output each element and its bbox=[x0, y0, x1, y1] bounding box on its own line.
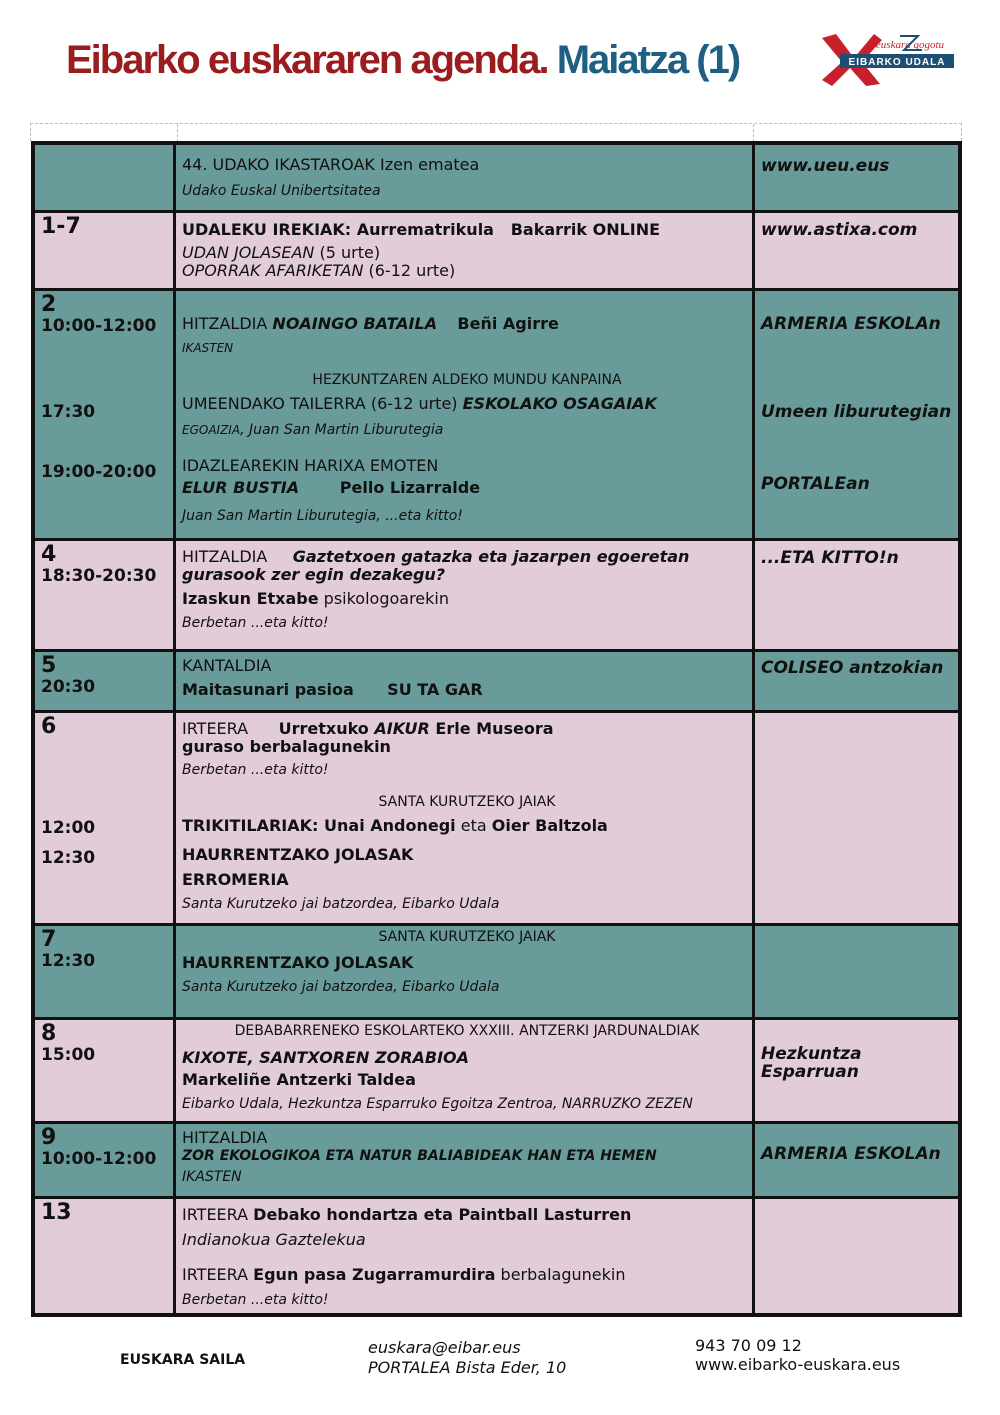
event-conj: eta bbox=[455, 815, 492, 835]
table-row bbox=[33, 1018, 960, 1122]
event-time: 15:00 bbox=[41, 1044, 96, 1065]
event-age: (6-12 urte) bbox=[363, 260, 456, 280]
event-organizer: Berbetan ...eta kitto! bbox=[182, 614, 329, 631]
event-performer: SU TA GAR bbox=[387, 679, 483, 699]
event-venue: COLISEO antzokian bbox=[761, 657, 944, 678]
event-title: KIXOTE, SANTXOREN ZORABIOA bbox=[182, 1047, 470, 1067]
event-venue: Esparruan bbox=[761, 1061, 859, 1082]
event-title: Urretxuko bbox=[278, 718, 375, 738]
event-title: ELUR BUSTIA bbox=[182, 477, 300, 497]
event-performer: Oier Baltzola bbox=[491, 815, 608, 835]
event-title: Egun pasa Zugarramurdira bbox=[253, 1264, 496, 1284]
event-time: 17:30 bbox=[41, 401, 96, 422]
event-venue: Hezkuntza bbox=[761, 1043, 862, 1064]
table-row bbox=[33, 711, 960, 924]
event-title: ESKOLAKO OSAGAIAK bbox=[462, 393, 657, 413]
event-date: 5 bbox=[41, 652, 57, 678]
footer-dept: EUSKARA SAILA bbox=[120, 1352, 246, 1368]
event-organizer: Udako Euskal Unibertsitatea bbox=[182, 183, 381, 199]
event-title: Erle Museora bbox=[429, 718, 554, 738]
event-title: gurasook zer egin dezakegu? bbox=[182, 564, 446, 584]
event-title: 44. UDAKO IKASTAROAK Izen ematea bbox=[182, 155, 480, 174]
event-organizer: Indianokua Gaztelekua bbox=[182, 1229, 366, 1249]
footer-contact bbox=[368, 1338, 566, 1378]
event-type: HITZALDIA bbox=[182, 313, 273, 333]
event-organizer: EGOAIZIA bbox=[182, 422, 241, 437]
event-date: 6 bbox=[41, 713, 57, 739]
event-type: KANTALDIA bbox=[182, 655, 272, 675]
event-type: IRTEERA bbox=[182, 1204, 254, 1224]
event-speaker: Pello Lizarralde bbox=[339, 477, 481, 497]
event-time: 20:30 bbox=[41, 676, 96, 697]
table-row bbox=[33, 650, 960, 711]
event-organizer: Santa Kurutzeko jai batzordea, Eibarko Udala bbox=[182, 978, 500, 995]
event-organizer: Berbetan ...eta kitto! bbox=[182, 761, 329, 778]
event-date: 9 bbox=[41, 1124, 57, 1150]
table-row bbox=[33, 289, 960, 539]
event-speaker: Beñi Agirre bbox=[457, 313, 559, 333]
logo-script: euskara gogotu bbox=[875, 39, 945, 51]
event-time: 10:00-12:00 bbox=[41, 1148, 157, 1169]
event-time: 18:30-20:30 bbox=[41, 565, 157, 586]
event-date: 2 bbox=[41, 291, 57, 317]
logo-text: EIBARKO UDALA bbox=[848, 57, 946, 68]
table-row bbox=[33, 143, 960, 211]
event-title: guraso berbalagunekin bbox=[182, 736, 391, 756]
eibarko-udala-logo bbox=[818, 30, 958, 88]
event-date: 13 bbox=[41, 1199, 72, 1225]
event-organizer: IKASTEN bbox=[182, 1168, 242, 1185]
title-part2: Maiatza (1) bbox=[556, 38, 740, 82]
festival-title: SANTA KURUTZEKO JAIAK bbox=[378, 793, 556, 810]
event-title: Gaztetxoen gatazka eta jazarpen egoeretan bbox=[292, 546, 690, 566]
event-organizer: Eibarko Udala, Hezkuntza Esparruko Egoitza Zentroa, NARRUZKO ZEZEN bbox=[182, 1095, 693, 1112]
event-venue: PORTALEan bbox=[761, 473, 870, 494]
event-time: 10:00-12:00 bbox=[41, 315, 157, 336]
event-venue: ARMERIA ESKOLAn bbox=[761, 313, 941, 334]
event-time: 19:00-20:00 bbox=[41, 461, 157, 482]
footer-phone: 943 70 09 12 bbox=[695, 1336, 802, 1355]
event-speaker: Izaskun Etxabe bbox=[182, 588, 319, 608]
event-title: ERROMERIA bbox=[182, 869, 289, 889]
event-type: IRTEERA bbox=[182, 1264, 254, 1284]
event-venue: , Juan San Martin Liburutegia bbox=[240, 421, 444, 438]
festival-title: DEBABARRENEKO ESKOLARTEKO XXXIII. ANTZERKI JARDUNALDIAK bbox=[234, 1022, 700, 1039]
event-sub: UDAN JOLASEAN bbox=[182, 242, 315, 262]
table-header-dashed bbox=[30, 123, 962, 141]
event-organizer: Juan San Martin Liburutegia, ...eta kitto! bbox=[182, 507, 463, 524]
event-type: HITZALDIA bbox=[182, 546, 268, 566]
event-venue: Umeen liburutegian bbox=[761, 401, 952, 422]
event-age: (5 urte) bbox=[314, 242, 381, 262]
event-organizer: Santa Kurutzeko jai batzordea, Eibarko Udala bbox=[182, 895, 500, 912]
title-part1: Eibarko euskararen agenda. bbox=[66, 38, 548, 82]
footer-address: PORTALEA Bista Eder, 10 bbox=[368, 1358, 567, 1377]
event-date: 1-7 bbox=[41, 213, 81, 239]
event-type: IDAZLEAREKIN HARIXA EMOTEN bbox=[182, 455, 439, 475]
event-organizer: Berbetan ...eta kitto! bbox=[182, 1291, 329, 1308]
event-note: Bakarrik ONLINE bbox=[510, 219, 661, 239]
event-title: HAURRENTZAKO JOLASAK bbox=[182, 952, 414, 972]
page-title bbox=[66, 38, 739, 83]
event-title: HAURRENTZAKO JOLASAK bbox=[182, 844, 414, 864]
event-time: 12:00 bbox=[41, 817, 96, 838]
agenda-table bbox=[31, 141, 962, 1317]
event-title: AIKUR bbox=[374, 718, 430, 738]
event-date: 8 bbox=[41, 1020, 57, 1046]
event-title: ZOR EKOLOGIKOA ETA NATUR BALIABIDEAK HAN ETA HEMEN bbox=[182, 1147, 657, 1164]
event-link[interactable]: www.ueu.eus bbox=[761, 156, 890, 176]
table-row bbox=[33, 211, 960, 289]
event-title: Maitasunari pasioa bbox=[182, 679, 354, 699]
table-row bbox=[33, 1122, 960, 1197]
event-type: HITZALDIA bbox=[182, 1127, 268, 1147]
event-date: 4 bbox=[41, 541, 57, 567]
event-organizer: IKASTEN bbox=[182, 340, 234, 355]
event-venue: ARMERIA ESKOLAn bbox=[761, 1143, 941, 1164]
event-title: UDALEKU IREKIAK: Aurrematrikula bbox=[182, 219, 494, 239]
event-title: TRIKITILARIAK: Unai Andonegi bbox=[182, 815, 456, 835]
event-sub: OPORRAK AFARIKETAN bbox=[182, 260, 364, 280]
table-row bbox=[33, 1197, 960, 1315]
footer-contact-2 bbox=[695, 1336, 900, 1374]
event-date: 7 bbox=[41, 926, 57, 952]
footer-email[interactable]: euskara@eibar.eus bbox=[368, 1338, 521, 1357]
event-link[interactable]: www.astixa.com bbox=[761, 219, 918, 240]
campaign-title: HEZKUNTZAREN ALDEKO MUNDU KANPAINA bbox=[312, 371, 622, 388]
event-title: NOAINGO BATAILA bbox=[272, 313, 438, 333]
event-speaker-role: psikologoarekin bbox=[318, 588, 449, 608]
table-row bbox=[33, 539, 960, 650]
footer-web[interactable]: www.eibarko-euskara.eus bbox=[695, 1355, 901, 1374]
table-row bbox=[33, 924, 960, 1018]
event-time: 12:30 bbox=[41, 847, 96, 868]
festival-title: SANTA KURUTZEKO JAIAK bbox=[378, 928, 556, 945]
event-venue: ...ETA KITTO!n bbox=[761, 547, 899, 568]
event-type: IRTEERA bbox=[182, 718, 249, 738]
event-performer: Markeliñe Antzerki Taldea bbox=[182, 1069, 416, 1089]
event-time: 12:30 bbox=[41, 950, 96, 971]
event-note: berbalagunekin bbox=[495, 1264, 626, 1284]
event-title: Debako hondartza eta Paintball Lasturren bbox=[253, 1204, 632, 1224]
event-type: UMEENDAKO TAILERRA (6-12 urte) bbox=[182, 393, 463, 413]
